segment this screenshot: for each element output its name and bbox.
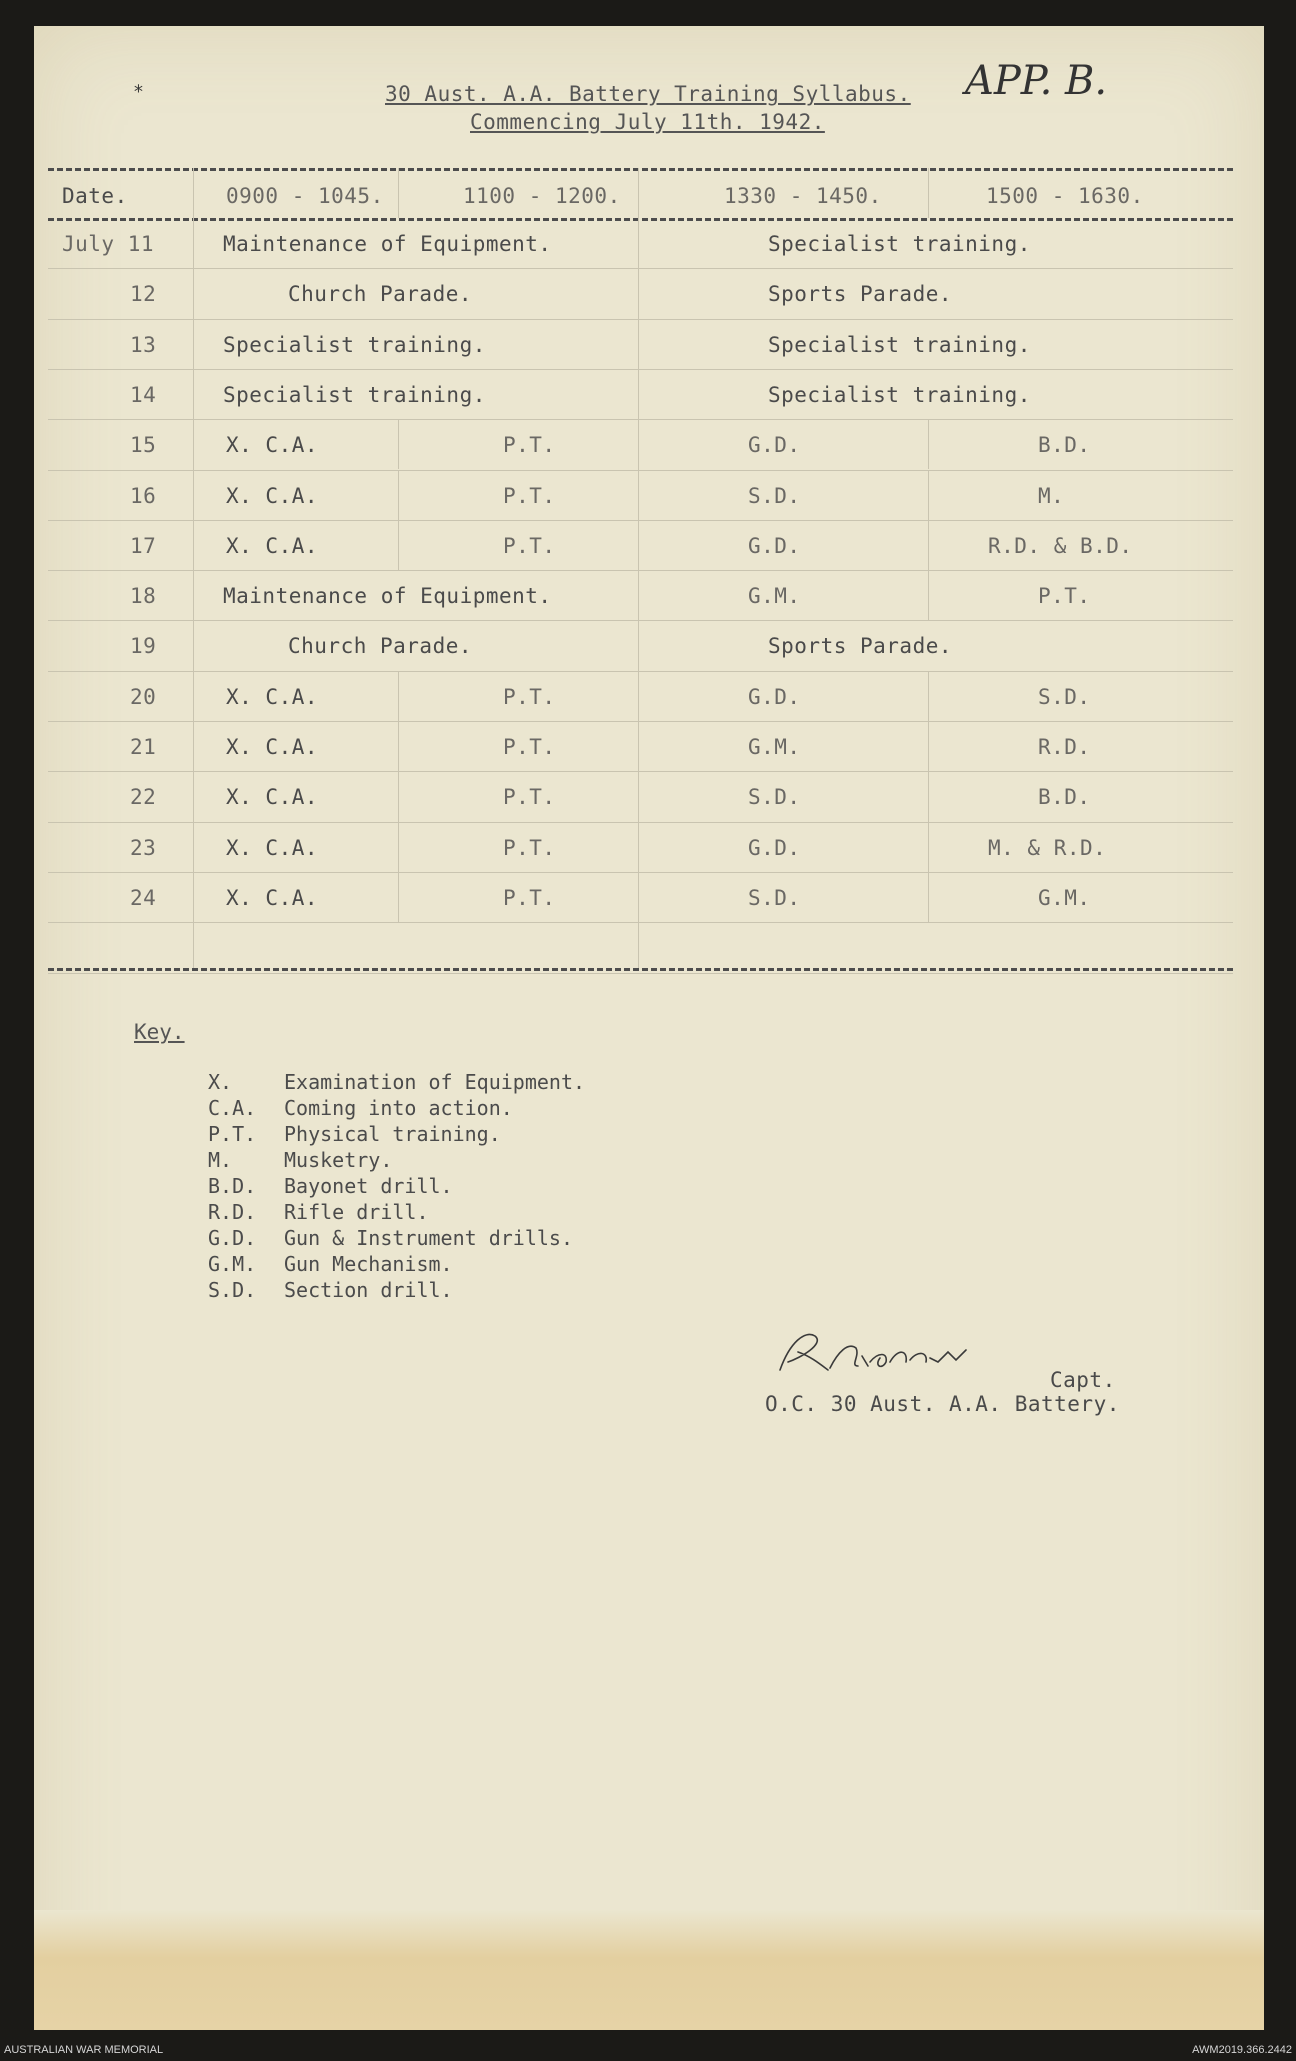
row-divider bbox=[48, 721, 1233, 722]
table-bottom-rule bbox=[48, 968, 1233, 971]
period-divider bbox=[928, 822, 929, 872]
row-divider bbox=[48, 671, 1233, 672]
row-divider bbox=[48, 470, 1233, 471]
period-2-activity: P.T. bbox=[503, 684, 556, 709]
key-meaning: Section drill. bbox=[284, 1278, 453, 1302]
footer-left: AUSTRALIAN WAR MEMORIAL bbox=[4, 2044, 164, 2056]
morning-activity: Church Parade. bbox=[288, 634, 473, 659]
header-period-4: 1500 - 1630. bbox=[986, 184, 1144, 208]
column-divider bbox=[398, 168, 399, 218]
morning-activity: Specialist training. bbox=[223, 382, 486, 407]
period-divider bbox=[398, 671, 399, 721]
row-date: July 11 bbox=[62, 232, 155, 256]
period-1-activity: X. C.A. bbox=[226, 684, 319, 709]
period-3-activity: G.D. bbox=[748, 533, 801, 558]
period-4-activity: G.M. bbox=[1038, 885, 1091, 910]
key-heading: Key. bbox=[134, 1020, 185, 1044]
period-1-activity: X. C.A. bbox=[226, 885, 319, 910]
period-divider bbox=[398, 872, 399, 922]
period-3-activity: S.D. bbox=[748, 785, 801, 810]
key-item bbox=[208, 1226, 573, 1250]
afternoon-activity: Specialist training. bbox=[768, 332, 1031, 357]
handwritten-signature bbox=[770, 1322, 1020, 1382]
header-period-1: 0900 - 1045. bbox=[226, 184, 384, 208]
period-1-activity: X. C.A. bbox=[226, 735, 319, 759]
period-divider bbox=[398, 520, 399, 570]
morning-activity: Specialist training. bbox=[223, 332, 486, 357]
key-abbreviation: X. bbox=[208, 1070, 233, 1094]
row-divider bbox=[48, 319, 1233, 320]
period-4-activity: R.D. & B.D. bbox=[988, 533, 1133, 558]
period-divider bbox=[398, 771, 399, 821]
row-date: 16 bbox=[130, 483, 157, 508]
document-subtitle: Commencing July 11th. 1942. bbox=[470, 110, 825, 134]
period-3-activity: S.D. bbox=[748, 483, 801, 508]
row-divider bbox=[48, 620, 1233, 621]
morning-activity: Maintenance of Equipment. bbox=[223, 584, 552, 609]
period-4-activity: P.T. bbox=[1038, 584, 1091, 609]
column-divider bbox=[638, 168, 639, 968]
header-date: Date. bbox=[62, 184, 128, 208]
period-3-activity: G.D. bbox=[748, 835, 801, 860]
period-divider bbox=[928, 872, 929, 922]
key-meaning: Musketry. bbox=[284, 1148, 393, 1172]
period-1-activity: X. C.A. bbox=[226, 835, 319, 860]
period-divider bbox=[928, 721, 929, 771]
period-4-activity: R.D. bbox=[1038, 735, 1091, 759]
period-3-activity: S.D. bbox=[748, 885, 801, 910]
period-divider bbox=[928, 419, 929, 469]
key-abbreviation: M. bbox=[208, 1148, 233, 1172]
row-divider bbox=[48, 872, 1233, 873]
row-date: 24 bbox=[130, 885, 157, 910]
pencil-mark: ∗ bbox=[133, 78, 144, 99]
training-syllabus-table bbox=[48, 168, 1233, 968]
table-top-rule bbox=[48, 168, 1233, 171]
period-divider bbox=[928, 470, 929, 520]
row-divider bbox=[48, 268, 1233, 269]
period-divider bbox=[928, 771, 929, 821]
period-divider bbox=[398, 470, 399, 520]
row-divider bbox=[48, 822, 1233, 823]
period-4-activity: S.D. bbox=[1038, 684, 1091, 709]
column-divider bbox=[193, 168, 194, 968]
row-date: 14 bbox=[130, 382, 157, 407]
period-divider bbox=[398, 419, 399, 469]
afternoon-activity: Specialist training. bbox=[768, 382, 1031, 407]
row-date: 23 bbox=[130, 835, 157, 860]
row-date: 21 bbox=[130, 735, 157, 759]
period-divider bbox=[928, 570, 929, 620]
appendix-reference: APP. B. bbox=[965, 58, 1108, 104]
period-divider bbox=[398, 721, 399, 771]
key-item bbox=[208, 1200, 429, 1224]
key-abbreviation: P.T. bbox=[208, 1122, 257, 1146]
period-2-activity: P.T. bbox=[503, 885, 556, 910]
key-abbreviation: S.D. bbox=[208, 1278, 257, 1302]
period-4-activity: B.D. bbox=[1038, 433, 1091, 458]
row-date: 15 bbox=[130, 433, 157, 458]
key-abbreviation: R.D. bbox=[208, 1200, 257, 1224]
afternoon-activity: Specialist training. bbox=[768, 232, 1031, 256]
row-date: 19 bbox=[130, 634, 157, 659]
period-2-activity: P.T. bbox=[503, 835, 556, 860]
header-period-2: 1100 - 1200. bbox=[463, 184, 621, 208]
row-date: 17 bbox=[130, 533, 157, 558]
document-title: 30 Aust. A.A. Battery Training Syllabus. bbox=[385, 82, 911, 106]
signatory-position: O.C. 30 Aust. A.A. Battery. bbox=[765, 1392, 1120, 1416]
period-3-activity: G.D. bbox=[748, 684, 801, 709]
key-meaning: Physical training. bbox=[284, 1122, 501, 1146]
afternoon-activity: Sports Parade. bbox=[768, 282, 953, 307]
period-2-activity: P.T. bbox=[503, 533, 556, 558]
period-2-activity: P.T. bbox=[503, 785, 556, 810]
row-divider bbox=[48, 419, 1233, 420]
key-abbreviation: B.D. bbox=[208, 1174, 257, 1198]
key-meaning: Bayonet drill. bbox=[284, 1174, 453, 1198]
key-item bbox=[208, 1148, 392, 1172]
key-meaning: Examination of Equipment. bbox=[284, 1070, 586, 1094]
signatory-rank: Capt. bbox=[1050, 1368, 1116, 1392]
key-meaning: Coming into action. bbox=[284, 1096, 513, 1120]
period-3-activity: G.M. bbox=[748, 584, 801, 609]
row-divider bbox=[48, 771, 1233, 772]
period-1-activity: X. C.A. bbox=[226, 483, 319, 508]
period-2-activity: P.T. bbox=[503, 483, 556, 508]
header-bottom-rule bbox=[48, 218, 1233, 221]
period-1-activity: X. C.A. bbox=[226, 785, 319, 810]
footer-right: AWM2019.366.2442 bbox=[1192, 2044, 1292, 2056]
key-meaning: Rifle drill. bbox=[284, 1200, 429, 1224]
key-item bbox=[208, 1278, 453, 1302]
period-divider bbox=[928, 671, 929, 721]
key-item bbox=[208, 1096, 513, 1120]
period-1-activity: X. C.A. bbox=[226, 533, 319, 558]
key-item bbox=[208, 1174, 453, 1198]
period-divider bbox=[928, 520, 929, 570]
row-divider bbox=[48, 570, 1233, 571]
row-divider bbox=[48, 922, 1233, 923]
paper-edge bbox=[34, 1910, 1264, 2030]
period-4-activity: M. & R.D. bbox=[988, 835, 1107, 860]
row-date: 20 bbox=[130, 684, 157, 709]
period-3-activity: G.D. bbox=[748, 433, 801, 458]
key-meaning: Gun Mechanism. bbox=[284, 1252, 453, 1276]
row-date: 12 bbox=[130, 282, 157, 307]
key-item bbox=[208, 1252, 453, 1276]
key-meaning: Gun & Instrument drills. bbox=[284, 1226, 573, 1250]
row-date: 13 bbox=[130, 332, 157, 357]
period-4-activity: B.D. bbox=[1038, 785, 1091, 810]
row-date: 22 bbox=[130, 785, 157, 810]
key-abbreviation: C.A. bbox=[208, 1096, 257, 1120]
morning-activity: Church Parade. bbox=[288, 282, 473, 307]
key-abbreviation: G.D. bbox=[208, 1226, 257, 1250]
key-abbreviation: G.M. bbox=[208, 1252, 257, 1276]
period-divider bbox=[398, 822, 399, 872]
period-2-activity: P.T. bbox=[503, 433, 556, 458]
afternoon-activity: Sports Parade. bbox=[768, 634, 953, 659]
row-divider bbox=[48, 369, 1233, 370]
header-period-3: 1330 - 1450. bbox=[724, 184, 882, 208]
key-item bbox=[208, 1122, 501, 1146]
period-3-activity: G.M. bbox=[748, 735, 801, 759]
row-date: 18 bbox=[130, 584, 157, 609]
column-divider bbox=[928, 168, 929, 218]
morning-activity: Maintenance of Equipment. bbox=[223, 232, 552, 256]
key-item bbox=[208, 1070, 585, 1094]
row-divider bbox=[48, 520, 1233, 521]
period-1-activity: X. C.A. bbox=[226, 433, 319, 458]
period-2-activity: P.T. bbox=[503, 735, 556, 759]
period-4-activity: M. bbox=[1038, 483, 1065, 508]
row-divider bbox=[48, 973, 1233, 974]
